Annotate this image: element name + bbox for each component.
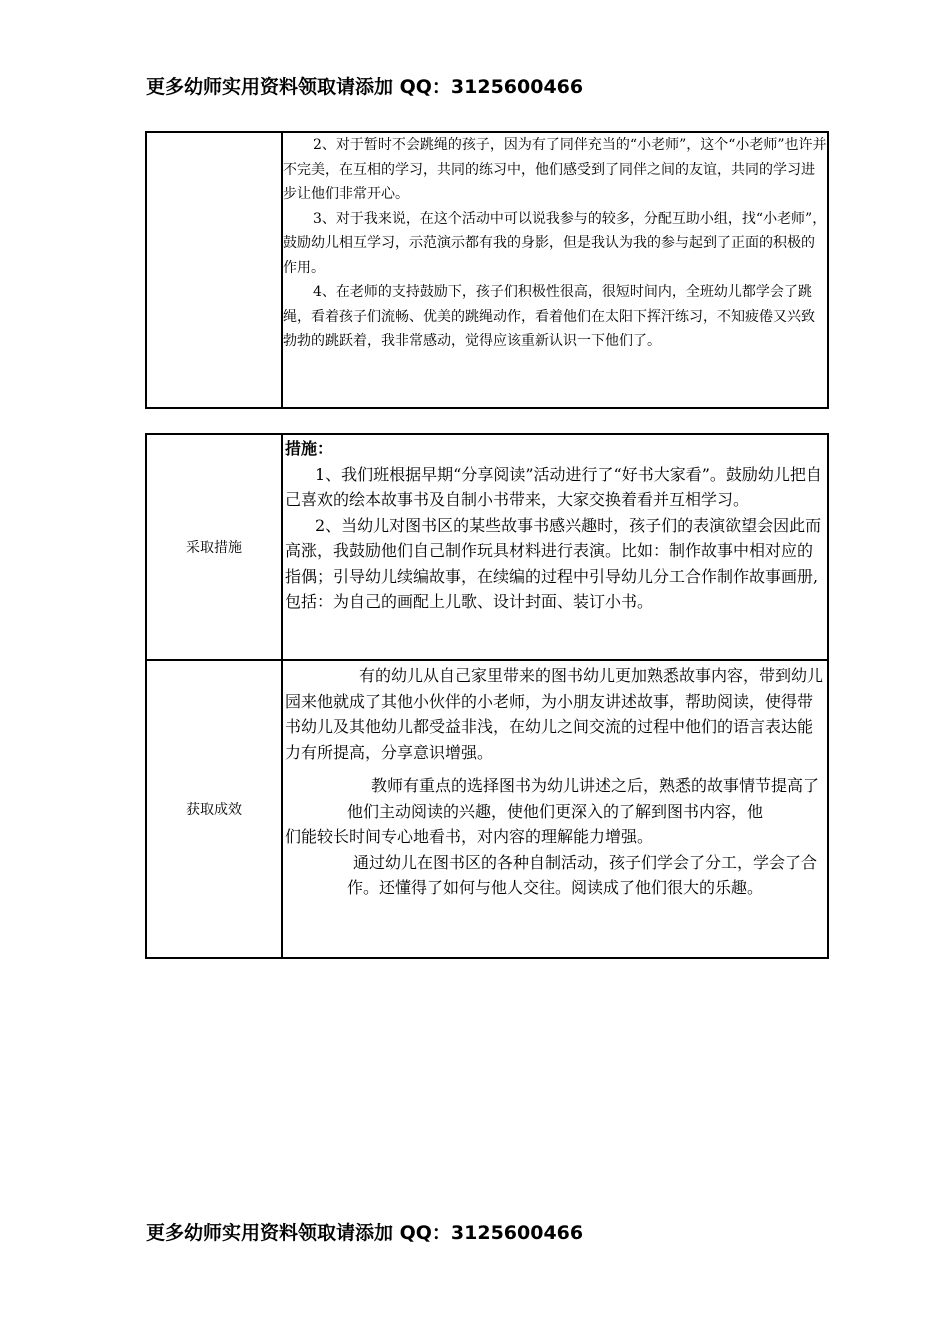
measures-paragraph-1: 1、我们班根据早期“分享阅读”活动进行了“好书大家看”。鼓励幼儿把自己喜欢的绘本故事书及自制小书带来，大家交换着看并互相学习。 (285, 464, 822, 509)
results-paragraph-2: 教师有重点的选择图书为幼儿讲述之后，熟悉的故事情节提高了他们主动阅读的兴趣，使他们更深入的了解到图书内容，他 (346, 776, 819, 821)
measures-label: 采取措施 (146, 434, 282, 660)
header-banner: 更多幼师实用资料领取请添加 QQ：3125600466 (146, 76, 584, 98)
table-row (146, 434, 828, 660)
measures-table (145, 433, 829, 959)
results-paragraph-3: 们能较长时间专心地看书，对内容的理解能力增强。 (285, 827, 654, 846)
results-paragraph-4: 通过幼儿在图书区的各种自制活动，孩子们学会了分工，学会了合作。还懂得了如何与他人交往。阅读成了他们很大的乐趣。 (346, 852, 817, 897)
measures-heading: 措施： (285, 439, 334, 458)
reflection-paragraph-3: 3、对于我来说，在这个活动中可以说我参与的较多，分配互助小组，找“小老师”，鼓励幼儿相互学习，示范演示都有我的身影，但是我认为我的参与起到了正面的积极的作用。 (283, 210, 827, 276)
measures-content (282, 434, 828, 660)
results-content (282, 660, 828, 958)
reflection-paragraph-2: 2、对于暂时不会跳绳的孩子，因为有了同伴充当的“小老师”，这个“小老师”也许并不完美，在互相的学习，共同的练习中，他们感受到了同伴之间的友谊，共同的学习进步让他们非常开心。 (283, 137, 827, 202)
table-row (146, 132, 828, 408)
results-label: 获取成效 (146, 660, 282, 958)
footer-banner: 更多幼师实用资料领取请添加 QQ：3125600466 (146, 1222, 584, 1244)
results-paragraph-1: 有的幼儿从自己家里带来的图书幼儿更加熟悉故事内容，带到幼儿园来他就成了其他小伙伴的小老师，为小朋友讲述故事，帮助阅读，使得带书幼儿及其他幼儿都受益非浅，在幼儿之间交流的过程中他们的语言表达能力有所提高，分享意识增强。 (285, 666, 824, 762)
reflection-paragraph-4: 4、在老师的支持鼓励下，孩子们积极性很高，很短时间内，全班幼儿都学会了跳绳，看着孩子们流畅、优美的跳绳动作，看着他们在太阳下挥汗练习，不知疲倦又兴致勃勃的跳跃着，我非常感动，觉得应该重新认识一下他们了。 (283, 284, 815, 349)
row-label (146, 132, 282, 408)
measures-paragraph-2: 2、当幼儿对图书区的某些故事书感兴趣时，孩子们的表演欲望会因此而高涨，我鼓励他们自己制作玩具材料进行表演。比如：制作故事中相对应的指偶；引导幼儿续编故事，在续编的过程中引导幼儿分工合作制作故事画册,包括：为自己的画配上儿歌、设计封面、装订小书。 (285, 515, 822, 611)
reflection-content (282, 132, 828, 408)
table-row (146, 660, 828, 958)
reflection-table (145, 131, 829, 409)
